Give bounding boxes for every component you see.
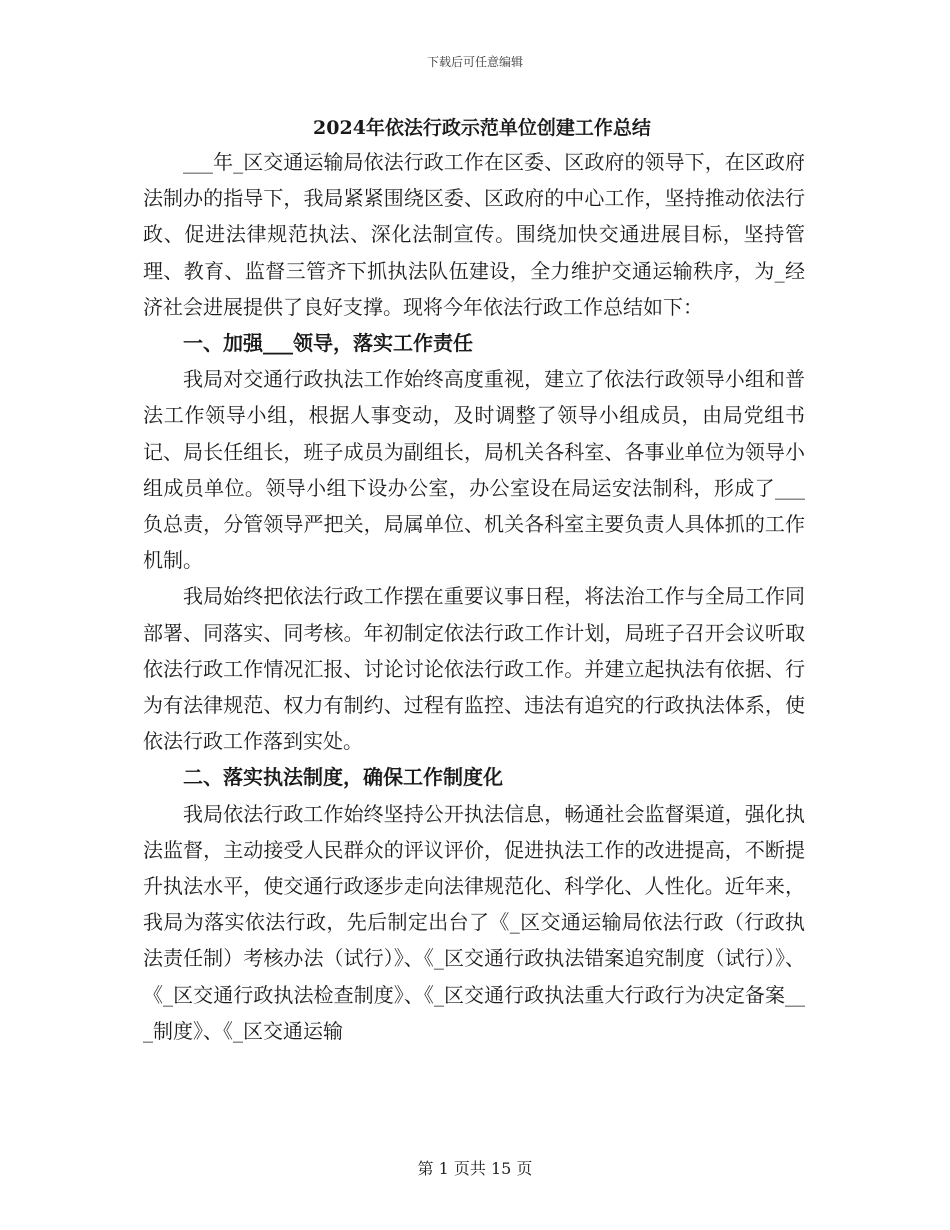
section-1-paragraph-2: 我局始终把依法行政工作摆在重要议事日程，将法治工作与全局工作同部署、同落实、同考核。年初制定依法行政工作计划，局班子召开会议听取依法行政工作情况汇报、讨论讨论依法行政工作。并建立起执法有依据、行为有法律规范、权力有制约、过程有监控、违法有追究的行政执法体系，使依法行政工作落到实处。 xyxy=(143,584,805,754)
section-1-paragraph-1: 我局对交通行政执法工作始终高度重视，建立了依法行政领导小组和普法工作领导小组，根据人事变动，及时调整了领导小组成员，由局党组书记、局长任组长，班子成员为副组长，局机关各科室、各事业单位为领导小组成员单位。领导小组下设办公室，办公室设在局运安法制科，形成了___负总责，分管领导严把关，局属单位、机关各科室主要负责人具体抓的工作机制。 xyxy=(143,367,805,573)
page-footer: 第 1 页共 15 页 xyxy=(417,1159,533,1178)
document-body xyxy=(143,114,805,1049)
section-2-paragraph-1: 我局依法行政工作始终坚持公开执法信息，畅通社会监督渠道，强化执法监督，主动接受人民群众的评议评价，促进执法工作的改进提高，不断提升执法水平，使交通行政逐步走向法律规范化、科学化、人性化。近年来，我局为落实依法行政，先后制定出台了《_区交通运输局依法行政（行政执法责任制）考核办法（试行）》、《_区交通行政执法错案追究制度（试行）》、《_区交通行政执法检查制度》、《_区交通行政执法重大行政行为决定备案___制度》、《_区交通运输 xyxy=(143,801,805,1043)
section-heading-2: 二、落实执法制度，确保工作制度化 xyxy=(183,765,503,790)
page-header: 下载后可任意编辑 xyxy=(426,55,523,69)
intro-paragraph: ___年_区交通运输局依法行政工作在区委、区政府的领导下，在区政府法制办的指导下，我局紧紧围绕区委、区政府的中心工作，坚持推动依法行政、促进法律规范执法、深化法制宣传。围绕加快交通进展目标，坚持管理、教育、监督三管齐下抓执法队伍建设，全力维护交通运输秩序，为_经济社会进展提供了良好支撑。现将今年依法行政工作总结如下： xyxy=(143,150,805,319)
section-heading-1: 一、加强___领导，落实工作责任 xyxy=(183,331,473,356)
document-title: 2024年依法行政示范单位创建工作总结 xyxy=(313,117,651,139)
